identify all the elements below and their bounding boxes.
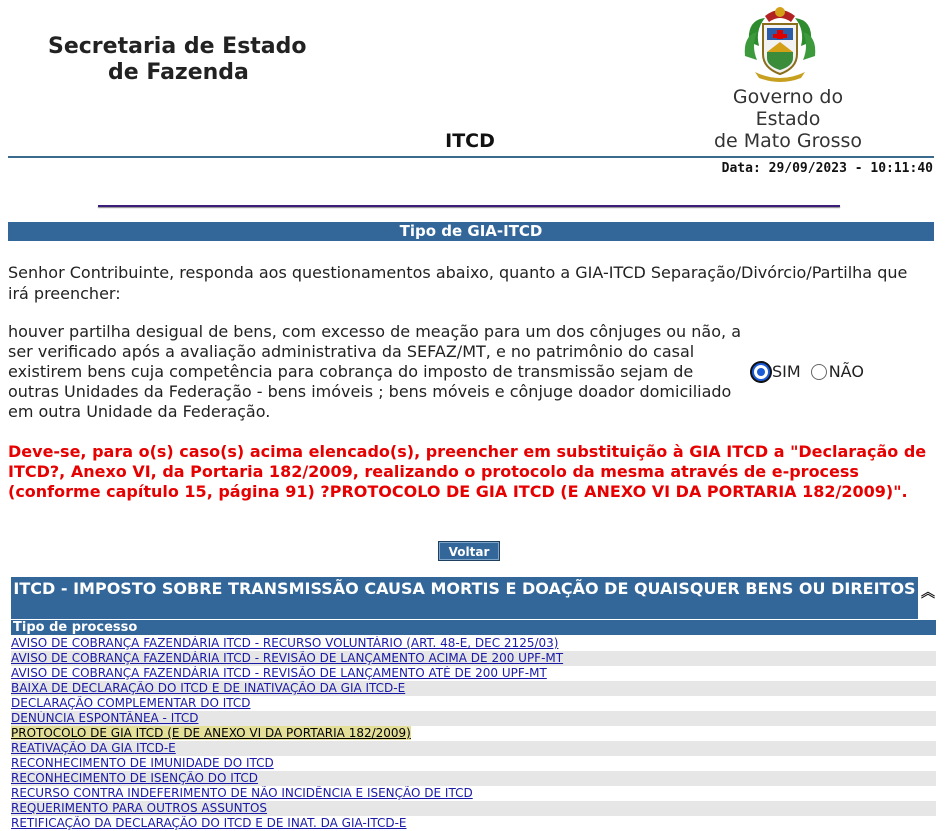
column-header-tipo-de-processo: Tipo de processo: [11, 620, 936, 635]
table-row: [11, 786, 936, 801]
table-row: [11, 681, 936, 696]
table-row: [11, 756, 936, 771]
table-row: [11, 696, 936, 711]
process-link[interactable]: RECONHECIMENTO DE ISENÇÃO DO ITCD: [11, 771, 259, 785]
date-value: 29/09/2023 - 10:11:40: [768, 161, 933, 176]
table-row: [11, 741, 936, 756]
gov-logo-line1: Governo do Estado: [732, 86, 844, 130]
process-link[interactable]: BAIXA DE DECLARAÇÃO DO ITCD E DE INATIVAÇÃO DA GIA ITCD-E: [11, 681, 406, 695]
option-yes[interactable]: [752, 362, 801, 382]
table-row: [11, 726, 936, 741]
process-link[interactable]: PROTOCOLO DE GIA ITCD (E DE ANEXO VI DA PORTARIA 182/2009): [11, 726, 411, 740]
date-display: [722, 161, 933, 176]
process-link[interactable]: REATIVAÇÃO DA GIA ITCD-E: [11, 741, 176, 755]
process-link[interactable]: AVISO DE COBRANÇA FAZENDÁRIA ITCD - REVISÃO DE LANÇAMENTO ATÉ DE 200 UPF-MT: [11, 666, 547, 680]
table-row: [11, 801, 936, 816]
state-coat-of-arms-icon: [735, 2, 825, 84]
option-no[interactable]: [811, 362, 864, 382]
process-link[interactable]: AVISO DE COBRANÇA FAZENDÁRIA ITCD - REVISÃO DE LANÇAMENTO ACIMA DE 200 UPF-MT: [11, 651, 564, 665]
sefaz-logo-line2: de Fazenda: [108, 60, 249, 85]
process-link[interactable]: REQUERIMENTO PARA OUTROS ASSUNTOS: [11, 801, 268, 815]
process-table-title: ITCD - IMPOSTO SOBRE TRANSMISSÃO CAUSA MORTIS E DOAÇÃO DE QUAISQUER BENS OU DIREITOS: [11, 577, 918, 619]
section-divider: [98, 205, 840, 207]
question-text: houver partilha desigual de bens, com excesso de meação para um dos cônjuges ou não, a ser verificado após a avaliação administrativa da SEFAZ/MT, e no patrimônio do casal existirem bens cuja competência para cobrança do imposto de transmissão sejam de outras Unidades da Federação - bens imóveis ; bens móveis e cônjuge doador domiciliado em outra Unidade da Federação.: [8, 322, 741, 421]
collapse-icon[interactable]: ︽: [921, 585, 935, 601]
page-title: ITCD: [445, 130, 495, 152]
option-yes-label: SIM: [772, 362, 801, 381]
back-button[interactable]: Voltar: [438, 541, 500, 561]
process-link[interactable]: DECLARAÇÃO COMPLEMENTAR DO ITCD: [11, 696, 251, 710]
process-link[interactable]: RECONHECIMENTO DE IMUNIDADE DO ITCD: [11, 756, 274, 770]
gov-logo-line2: de Mato Grosso: [713, 130, 863, 152]
answer-options: [752, 362, 874, 382]
table-row: [11, 666, 936, 681]
table-row: [11, 651, 936, 666]
sefaz-logo-line1: Secretaria de Estado: [48, 34, 307, 59]
process-link[interactable]: DENÚNCIA ESPONTÂNEA - ITCD: [11, 711, 199, 725]
process-link[interactable]: RECURSO CONTRA INDEFERIMENTO DE NÃO INCIDÊNCIA E ISENÇÃO DE ITCD: [11, 786, 473, 800]
section-title-bar: Tipo de GIA-ITCD: [8, 222, 934, 241]
process-link[interactable]: RETIFICAÇÃO DA DECLARAÇÃO DO ITCD E DE INAT. DA GIA-ITCD-E: [11, 816, 407, 830]
radio-yes[interactable]: [752, 363, 770, 381]
table-row: [11, 816, 936, 831]
option-no-label: NÃO: [828, 362, 864, 381]
page-header: [0, 0, 945, 176]
process-list: [11, 636, 936, 831]
radio-no[interactable]: [811, 364, 827, 380]
table-row: [11, 771, 936, 786]
table-row: [11, 711, 936, 726]
date-label: Data:: [721, 161, 761, 176]
process-link[interactable]: AVISO DE COBRANÇA FAZENDÁRIA ITCD - RECURSO VOLUNTÁRIO (ART. 48-E, DEC 2125/03): [11, 636, 559, 650]
intro-text: Senhor Contribuinte, responda aos questionamentos abaixo, quanto a GIA-ITCD Separação/Divórcio/Partilha que irá preencher:: [8, 263, 908, 303]
warning-message: Deve-se, para o(s) caso(s) acima elencado(s), preencher em substituição à GIA ITCD a "Declaração de ITCD?, Anexo VI, da Portaria 182/2009, realizando o protocolo da mesma através de e-process (conforme capítulo 15, página 91) ?PROTOCOLO DE GIA ITCD (E ANEXO VI DA PORTARIA 182/2009)".: [8, 442, 927, 501]
table-row: [11, 636, 936, 651]
title-divider: [8, 156, 934, 158]
sefaz-logo: [48, 34, 307, 86]
